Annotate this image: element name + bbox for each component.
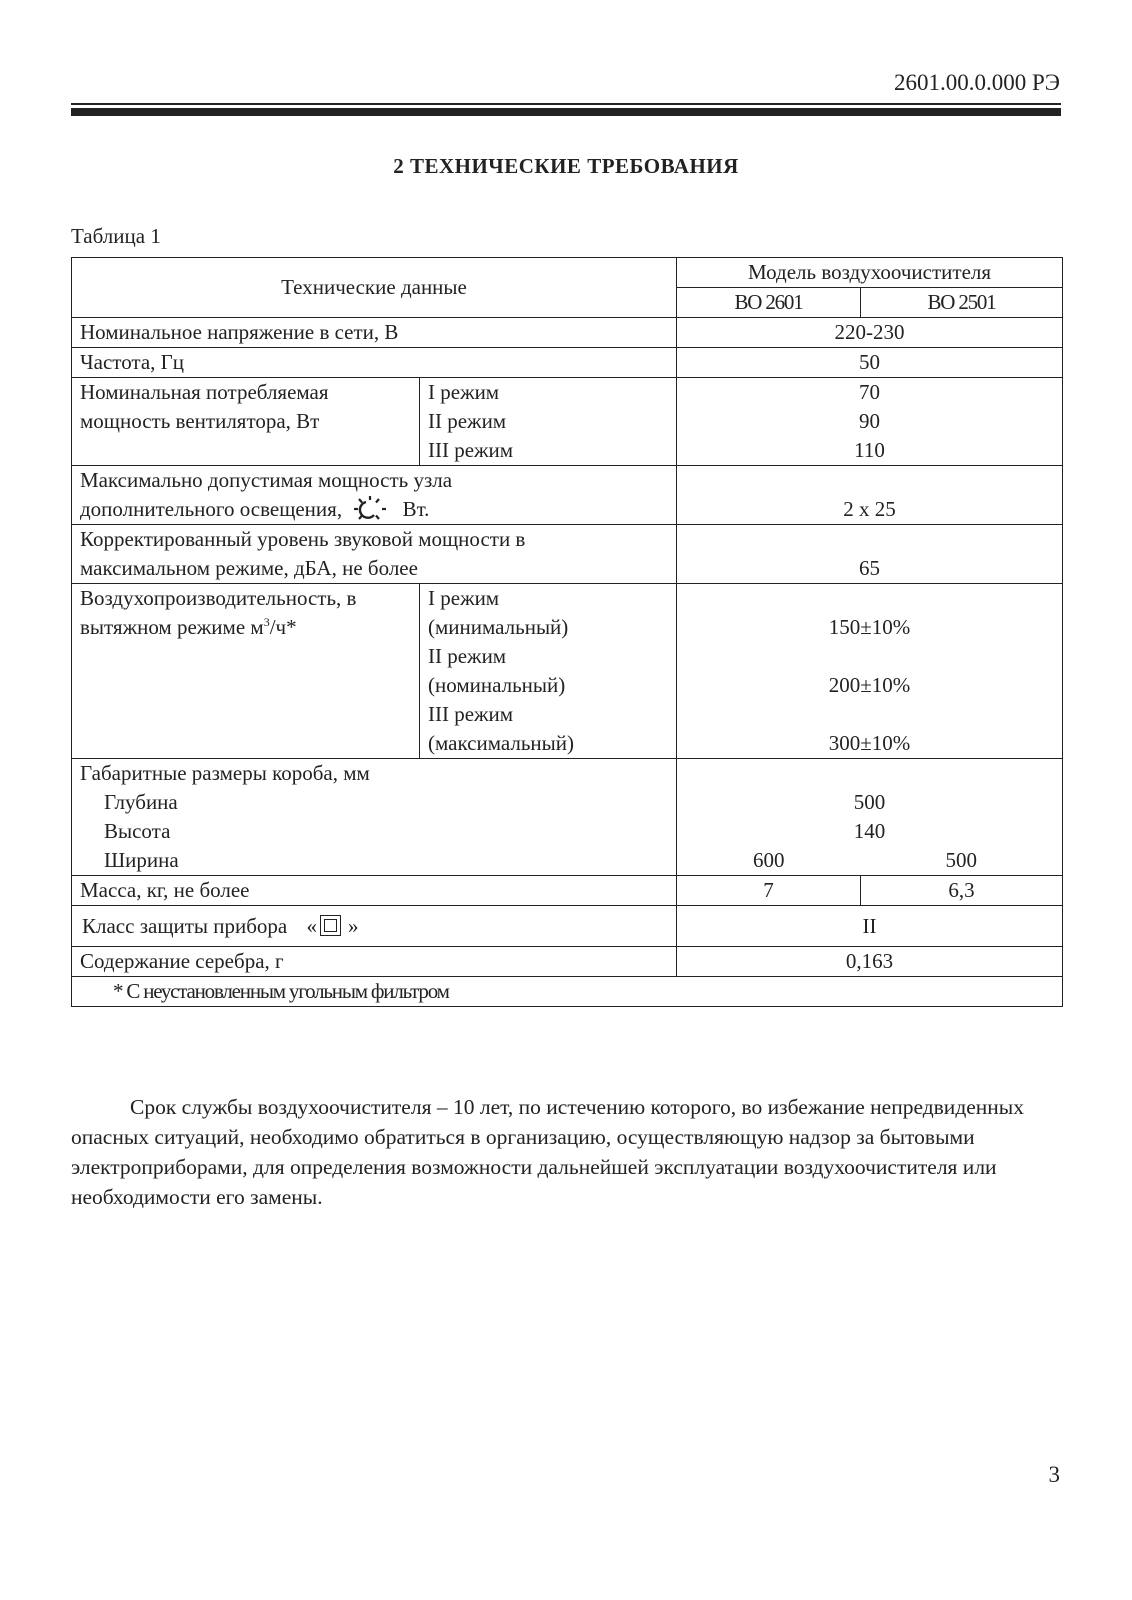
header-rule-thin — [71, 103, 1061, 105]
row-dimensions — [72, 759, 1063, 847]
dimensions-label — [72, 759, 677, 847]
airflow-value: 300±10% — [828, 731, 911, 755]
mass-value-2: 6,3 — [861, 876, 1063, 906]
fan-power-mode: III режим — [428, 438, 514, 462]
row-protection — [72, 906, 1063, 947]
lighting-value: 2 х 25 — [677, 466, 1063, 525]
spacer — [685, 584, 1054, 613]
fan-power-label-line-1: Номинальная потребляемая — [80, 380, 329, 404]
row-mass — [72, 876, 1063, 906]
fan-power-mode: II режим — [428, 409, 507, 433]
airflow-label — [72, 584, 420, 759]
protection-quote-close: » — [348, 913, 359, 938]
fan-power-value: 70 — [859, 380, 881, 404]
row-voltage — [72, 318, 1063, 348]
spacer — [685, 642, 1054, 671]
lighting-label — [72, 466, 677, 525]
header-spec-cell — [72, 258, 677, 318]
airflow-mode: I режим — [428, 586, 500, 610]
silver-label: Содержание серебра, г — [72, 947, 677, 977]
table-header-row — [72, 258, 1063, 288]
lighting-unit-text: Вт. — [402, 497, 430, 521]
noise-label-line-1: Корректированный уровень звуковой мощности в — [80, 527, 526, 551]
airflow-label-text: вытяжном режиме м — [80, 615, 264, 639]
fan-power-label — [72, 378, 420, 466]
airflow-value: 200±10% — [828, 673, 911, 697]
width-value-2: 500 — [861, 846, 1063, 876]
row-frequency — [72, 348, 1063, 378]
section-title: 2 ТЕХНИЧЕСКИЕ ТРЕБОВАНИЯ — [393, 154, 739, 178]
header-model-label: Модель воздухоочистителя — [747, 260, 992, 284]
noise-value: 65 — [677, 525, 1063, 584]
noise-label — [72, 525, 677, 584]
width-value-1: 600 — [677, 846, 861, 876]
depth-value: 500 — [853, 790, 886, 814]
row-footnote — [72, 977, 1063, 1007]
fan-power-value: 90 — [859, 409, 881, 433]
double-square-icon — [320, 915, 341, 936]
protection-value: II — [677, 906, 1063, 947]
header-rule-thick — [71, 108, 1061, 116]
airflow-label-unit: /ч* — [269, 615, 297, 639]
row-width — [72, 846, 1063, 876]
silver-value: 0,163 — [677, 947, 1063, 977]
voltage-value: 220-230 — [677, 318, 1063, 348]
airflow-label-line-2 — [80, 613, 411, 642]
protection-label — [72, 906, 677, 947]
frequency-label: Частота, Гц — [72, 348, 677, 378]
row-silver — [72, 947, 1063, 977]
table-caption: Таблица 1 — [71, 224, 161, 248]
airflow-mode-detail: (минимальный) — [428, 615, 569, 639]
service-life-paragraph: Срок службы воздухоочистителя – 10 лет, по истечению которого, во избежание непредвиденных опасных ситуаций, необходимо обратиться в организацию, осуществляющую надзор за бытовыми электроприборами, для определения возможности дальнейшей эксплуатации воздухоочистителя или необходимости его замены. — [71, 1095, 1025, 1209]
voltage-label: Номинальное напряжение в сети, В — [72, 318, 677, 348]
specs-table — [71, 257, 1063, 1007]
fan-power-value: 110 — [854, 438, 885, 462]
row-airflow — [72, 584, 1063, 759]
height-label: Высота — [104, 819, 171, 843]
airflow-mode: II режим — [428, 644, 507, 668]
mass-value-1: 7 — [677, 876, 861, 906]
width-label-cell — [72, 846, 677, 876]
dimensions-title: Габаритные размеры короба, мм — [80, 761, 370, 785]
airflow-label-line-1: Воздухопроизводительность, в — [80, 586, 357, 610]
header-model-1: ВО 2601 — [677, 288, 861, 318]
fan-power-mode: I режим — [428, 380, 500, 404]
table-footnote: * С неустановленным угольным фильтром — [72, 977, 1063, 1007]
airflow-mode: III режим — [428, 702, 514, 726]
fan-power-modes — [420, 378, 677, 466]
airflow-label-superscript: 3 — [263, 615, 270, 629]
airflow-values — [677, 584, 1063, 759]
header-model-2: ВО 2501 — [861, 288, 1063, 318]
height-value: 140 — [853, 819, 886, 843]
frequency-value: 50 — [677, 348, 1063, 378]
airflow-value: 150±10% — [828, 615, 911, 639]
row-lighting — [72, 466, 1063, 525]
document-code: 2601.00.0.000 РЭ — [894, 70, 1060, 95]
dimensions-values — [677, 759, 1063, 847]
row-noise — [72, 525, 1063, 584]
header-model-cell — [677, 258, 1063, 288]
spacer — [685, 759, 1054, 788]
lighting-label-text: дополнительного освещения, — [80, 497, 343, 521]
protection-label-text: Класс защиты прибора — [82, 913, 288, 938]
protection-quote-open: « — [306, 913, 317, 938]
spacer — [685, 700, 1054, 729]
airflow-modes — [420, 584, 677, 759]
noise-label-line-2: максимальном режиме, дБА, не более — [80, 556, 418, 580]
lighting-label-line-1: Максимально допустимая мощность узла — [80, 468, 453, 492]
lighting-label-line-2 — [80, 495, 668, 524]
fan-power-values — [677, 378, 1063, 466]
row-fan-power — [72, 378, 1063, 466]
page-number: 3 — [1048, 1462, 1060, 1487]
mass-label: Масса, кг, не более — [72, 876, 677, 906]
fan-power-label-line-2: мощность вентилятора, Вт — [80, 409, 320, 433]
lamp-symbol-icon — [353, 495, 387, 523]
width-label: Ширина — [104, 848, 179, 872]
airflow-mode-detail: (номинальный) — [428, 673, 566, 697]
depth-label: Глубина — [104, 790, 178, 814]
header-spec-label: Технические данные — [281, 275, 467, 299]
airflow-mode-detail: (максимальный) — [428, 731, 574, 755]
